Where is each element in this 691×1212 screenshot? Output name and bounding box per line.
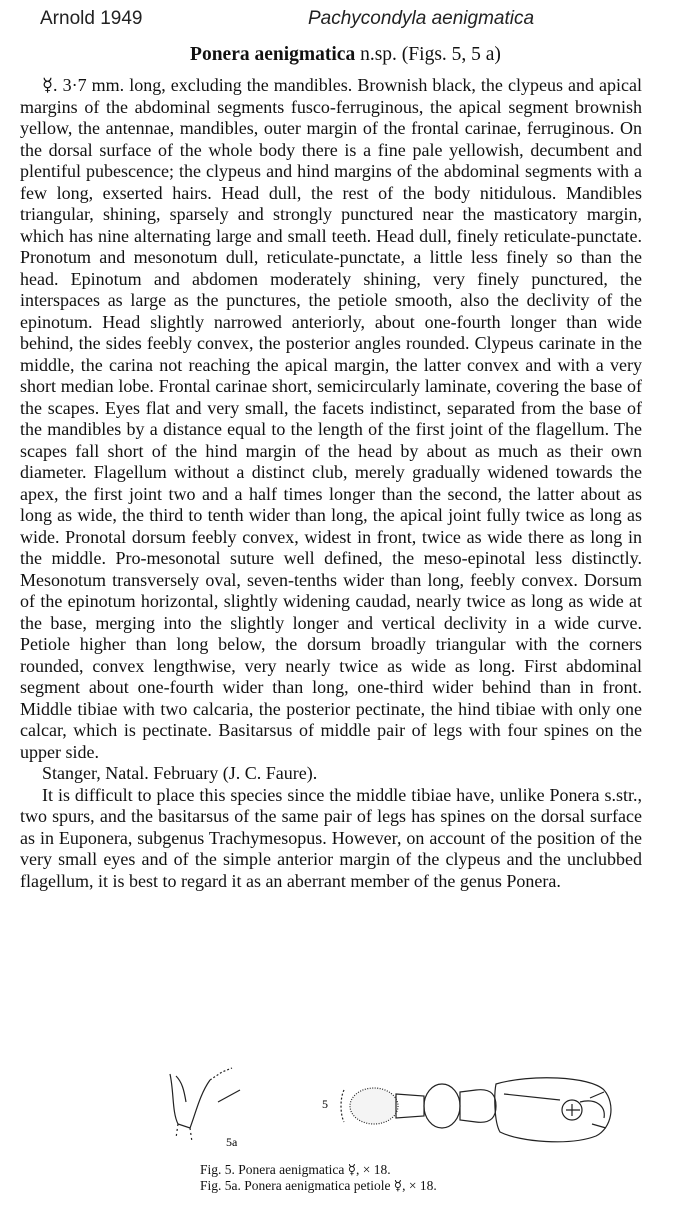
body-drawing <box>341 1078 611 1142</box>
header-author-year: Arnold 1949 <box>40 8 143 29</box>
description-paragraph: ☿. 3·7 mm. long, excluding the mandibles. Brownish black, the clypeus and apical margins of the abdominal segments fusco-ferruginous, the apical segment brownish yellow, the antennae, mandibles, outer margin of the frontal carinae, ferruginous. On the dorsal surface of the whole body there is a fine pale yellowish, decumbent and plentiful pubescence; the clypeus and hind margins of the abdominal segments with a few long, exserted hairs. Head dull, the rest of the body nitidulous. Mandibles triangular, shining, sparsely and strongly punctured near the masticatory margin, which has nine alternating large and small teeth. Head dull, finely reticulate-punctate. Pronotum and mesonotum dull, reticulate-punctate, a little less finely so than the head. Epinotum and abdomen moderately shining, very finely punctured, the interspaces as large as the punctures, the petiole smooth, also the declivity of the epinotum. Head slightly narrowed anteriorly, about one-fourth longer than wide behind, the sides feebly convex, the posterior angles rounded. Clypeus carinate in the middle, the carina not reaching the apical margin, the latter convex and with a very short median lobe. Frontal carinae short, semicircularly laminate, covering the base of the scapes. Eyes flat and very small, the facets indistinct, separated from the base of the mandibles by a distance equal to the length of the first joint of the flagellum. The scapes fall short of the hind margin of the head by about as much as their own diameter. Flagellum without a distinct club, merely gradually widened towards the apex, the first joint two and a half times longer than the second, the latter about as long as wide, the third to tenth wider than long, the apical joint fully twice as long as wide. Pronotal dorsum feebly convex, widest in front, twice as wide there as long in the middle. Pro-mesonotal suture well defined, the meso-epinotal less distinctly. Mesonotum transversely oval, seven-tenths wider than long, feebly convex. Dorsum of the epinotum horizontal, slightly widening caudad, nearly twice as long as wide at the base, merging into the slightly longer and vertical declivity in a wide curve. Petiole higher than long below, the dorsum broadly triangular with the corners rounded, convex lengthwise, very nearly twice as wide as long. First abdominal segment about one-fourth wider than long, one-third wider behind than in front. Middle tibiae with two calcaria, the posterior pectinate, the hind tibiae with only one calcar, which is pectinate. Basitarsus of middle pair of legs with four spines on the upper side. <box>20 75 642 762</box>
label-5: 5 <box>322 1097 328 1111</box>
description-body <box>20 75 642 892</box>
caption-fig5: Fig. 5. Ponera aenigmatica ☿, × 18. <box>200 1162 391 1177</box>
figure-captions <box>200 1162 620 1194</box>
title-suffix: n.sp. (Figs. 5, 5 a) <box>355 44 501 65</box>
figure-area <box>0 1062 691 1162</box>
figure-drawings <box>0 1062 691 1162</box>
petiole-drawing <box>170 1068 240 1142</box>
caption-fig5a: Fig. 5a. Ponera aenigmatica petiole ☿, × 18. <box>200 1178 437 1193</box>
label-5a: 5a <box>226 1135 238 1149</box>
species-title <box>0 44 691 66</box>
discussion-paragraph: It is difficult to place this species since the middle tibiae have, unlike Ponera s.str., two spurs, and the basitarsus of the same pair of legs has spines on the dorsal surface as in Euponera, subgenus Trachymesopus. However, on account of the position of the very small eyes and of the simple anterior margin of the clypeus and the unclubbed flagellum, it is best to regard it as an aberrant member of the genus Ponera. <box>20 784 642 891</box>
title-name: Ponera aenigmatica <box>190 44 356 65</box>
running-header <box>40 8 661 38</box>
header-species: Pachycondyla aenigmatica <box>308 8 535 29</box>
locality-paragraph: Stanger, Natal. February (J. C. Faure). <box>42 763 318 783</box>
